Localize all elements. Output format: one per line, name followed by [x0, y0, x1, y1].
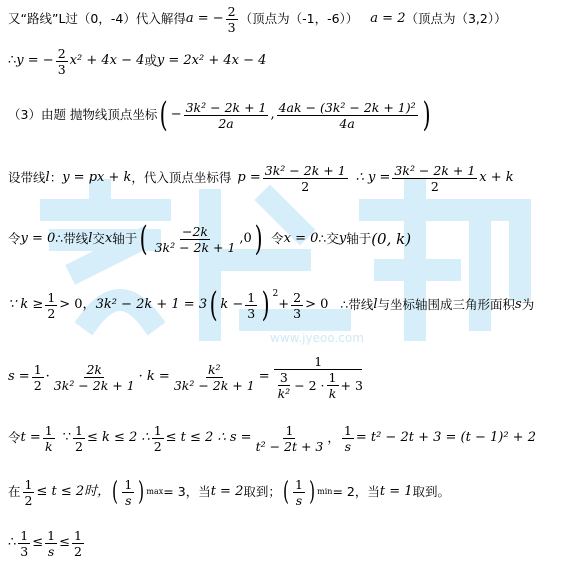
watermark-url: www.jyeoo.com — [270, 331, 364, 345]
range-k: ≤ k ≤ 2 ∴ — [86, 430, 150, 445]
therefore-symbol: ∴ — [8, 535, 17, 550]
fraction: $\frac{2}{3}$ — [57, 45, 66, 77]
fraction: $\frac{1}{s}$ — [343, 422, 352, 454]
fraction: $\frac{2}{3}$ — [293, 289, 302, 321]
compound-fraction: 1 $\frac{3}{\text{k²}}$ − 2 · $\frac{1}{k}$ + 3 — [272, 354, 365, 401]
max-value: = 3，当 — [163, 484, 211, 499]
dot-k: · k = — [138, 369, 170, 384]
s-symbol: s — [515, 297, 522, 312]
substitute-text: ，代入顶点坐标得 — [131, 170, 232, 185]
le: ≤ — [32, 535, 44, 550]
text: 为 — [521, 297, 535, 312]
fraction: $\frac{1}{k}$ — [44, 422, 53, 454]
fraction: $\frac{1}{s}$ — [124, 476, 133, 508]
fraction: $\frac{1}{2}$ — [24, 476, 33, 508]
text: 交 — [92, 231, 105, 246]
equals: = — [258, 369, 270, 384]
t-one: t = 1 — [379, 484, 413, 499]
vertex-2: （顶点为（3,2）） — [405, 11, 507, 26]
line-1-prefix: 又“路线”L过（0，-4）代入解得 — [8, 11, 186, 26]
gt: > 0 — [305, 297, 329, 312]
line-4-label: 设带线 — [8, 170, 46, 185]
line-1-a2: a = 2 — [370, 11, 406, 26]
then-y: ∴ y = — [355, 170, 391, 185]
y-intercept: (0, k) — [371, 230, 412, 248]
therefore-symbol: ∴ — [8, 53, 17, 68]
equation-1-tail: x² + 4x − 4 — [69, 53, 145, 68]
equation-1-lead: y = − — [16, 53, 54, 68]
inner: k − — [220, 297, 244, 312]
or-text: 或 — [144, 53, 157, 68]
line-4 — [8, 160, 514, 196]
fraction: $\frac{1}{\text{t² − 2t + 3}}$ — [255, 422, 324, 454]
point-tail: ,0 — [239, 231, 252, 246]
line-1-a-eq: a = − — [185, 11, 224, 26]
line-symbol: l — [45, 170, 50, 185]
because: ∵ — [62, 430, 71, 445]
colon: ： — [49, 170, 63, 185]
line-symbol: l — [88, 231, 93, 246]
fraction: $\frac{\text{3k² − 2k + 1}}{2}$ — [264, 162, 346, 194]
y-symbol: y — [338, 231, 347, 246]
fraction: $\frac{\text{3k² − 2k + 1}}{2}$ — [394, 162, 476, 194]
t-two: t = 2 — [210, 484, 244, 499]
gt-zero: > 0， — [59, 297, 96, 312]
line-10 — [8, 522, 86, 564]
let-text: 令 — [8, 231, 21, 246]
line-4-tail: x + k — [479, 170, 514, 185]
line-9: 在 $\frac{1}{2}$ ≤ t ≤ 2时， ( $\frac{1}{s}$ ) max = 3，当 t = 2 取到； ( $\frac{1}{s}$ ) min = 2，当 t = 1 取到。 — [8, 476, 451, 508]
s-eq: s = — [8, 369, 30, 384]
line-5: 令 y = 0 ∴带线 l 交 x 轴于 ( $\frac{-2k}{\text{3k² − 2k + 1}}$ ,0 ) 令 x = 0 ∴交 y 轴于 (0, k) — [8, 219, 412, 259]
p-eq: p = — [237, 170, 261, 185]
range-t: ≤ t ≤ 2 ∴ s = — [165, 430, 252, 445]
le: ≤ — [59, 535, 70, 550]
line-8 — [8, 418, 536, 458]
line-1 — [8, 4, 507, 34]
text: ∴交 — [318, 231, 339, 246]
fraction: $\frac{\text{k²}}{\text{3k² − 2k + 1}}$ — [173, 361, 255, 393]
fraction: $\frac{2k}{\text{3k² − 2k + 1}}$ — [53, 361, 135, 393]
equation-2: y = 2x² + 4x − 4 — [156, 53, 267, 68]
expansion: 3k² − 2k + 1 = 3 — [95, 297, 208, 312]
plus: + — [278, 297, 290, 312]
line-symbol: l — [373, 297, 378, 312]
fraction: $\frac{\text{4ak − (3k² − 2k + 1)²}}{4a}$ — [278, 99, 416, 131]
reciprocal-eq: = t² − 2t + 3 = (t − 1)² + 2 — [355, 430, 536, 445]
obtained: 取到； — [243, 484, 281, 499]
fraction: $\frac{-2k}{\text{3k² − 2k + 1}}$ — [154, 223, 236, 255]
text: 轴于 — [346, 231, 372, 246]
fraction: $\frac{1}{2}$ — [47, 289, 56, 321]
line-2 — [8, 46, 266, 76]
t-eq: t = — [20, 430, 41, 445]
text: 与坐标轴围成三角形面积 — [377, 297, 516, 312]
fraction: $\frac{1}{2}$ — [153, 422, 162, 454]
fraction: $\frac{1}{3}$ — [247, 289, 256, 321]
min-value: = 2，当 — [332, 484, 380, 499]
x-symbol: x — [104, 231, 113, 246]
line-7: s = $\frac{1}{2}$ · $\frac{2k}{\text{3k² − 2k + 1}}$ · k = $\frac{\text{k²}}{\text{3k² − 2k + 1}}$ = 1 $\frac{3}{\text{k²}}$ − 2 · $\frac{1}{k}$ + 3 — [8, 353, 363, 401]
vertex-1: （顶点为（-1，-6）） — [239, 11, 359, 26]
fraction: $\frac{1}{3}$ — [20, 527, 29, 559]
comma: ， — [327, 430, 340, 445]
because-k: ∵ k ≥ — [8, 297, 44, 312]
range: ≤ t ≤ 2时， — [36, 484, 111, 499]
line-3: （3）由题 抛物线顶点坐标 ( − $\frac{\text{3k² − 2k + 1}}{2a}$ , $\frac{\text{4ak − (3k² − 2k + 1)²}}{4a}$ ) — [8, 95, 431, 135]
let-text: 令 — [271, 231, 284, 246]
text: ∴带线 — [55, 231, 89, 246]
fraction: $\frac{1}{2}$ — [33, 361, 42, 393]
line-equation: y = px + k — [62, 170, 132, 185]
fraction: $\frac{\text{3k² − 2k + 1}}{2a}$ — [185, 99, 267, 131]
fraction: $\frac{1}{2}$ — [74, 527, 82, 559]
y-zero: y = 0 — [20, 231, 56, 246]
in-text: 在 — [8, 484, 21, 499]
fraction: $\frac{2}{3}$ — [227, 3, 236, 35]
fraction: $\frac{1}{2}$ — [75, 422, 83, 454]
let-text: 令 — [8, 430, 21, 445]
vertex-label: （3）由题 抛物线顶点坐标 — [8, 107, 158, 122]
text: 轴于 — [112, 231, 138, 246]
obtained: 取到。 — [412, 484, 451, 499]
x-zero: x = 0 — [283, 231, 319, 246]
line-6: ∵ k ≥ $\frac{1}{2}$ > 0， 3k² − 2k + 1 = 3 ( k − $\frac{1}{3}$ ) 2 + $\frac{2}{3}$ > 0 ∴带线 l 与坐标轴围成三角形面积 s 为 — [8, 285, 535, 325]
fraction: $\frac{1}{s}$ — [295, 476, 303, 508]
fraction: $\frac{1}{s}$ — [47, 527, 56, 559]
text: ∴带线 — [340, 297, 374, 312]
